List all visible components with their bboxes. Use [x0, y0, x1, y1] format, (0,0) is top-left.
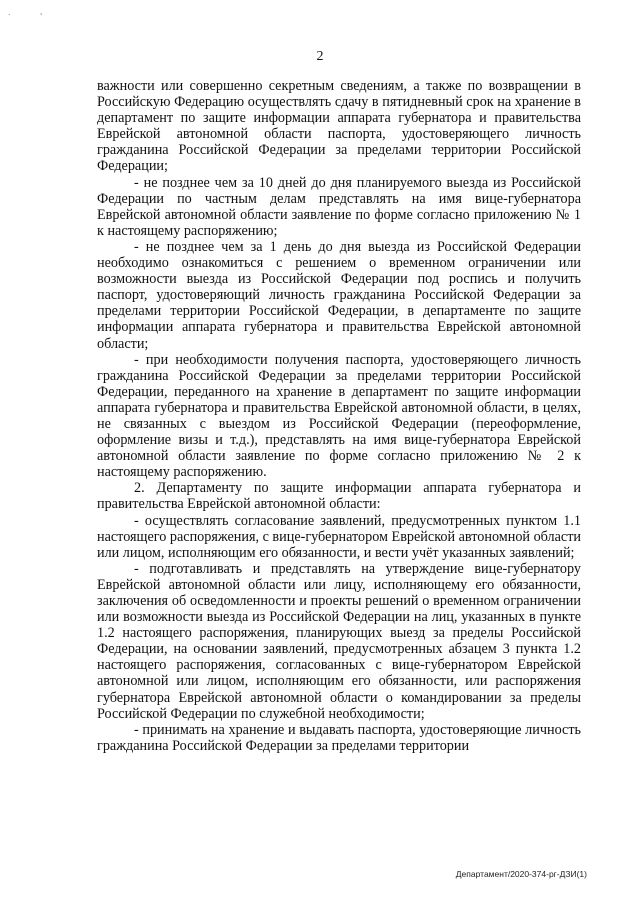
scan-speck: . [8, 8, 11, 17]
paragraph: - не позднее чем за 1 день до дня выезда из Российской Федерации необходимо ознакомиться с решением о временном ограничении или возможности выезда из Российской Федерации под роспись и получить паспорт, удостоверяющий личность гражданина Российской Федерации за пределами территории Российской Федерации, в департаменте по защите информации аппарата губернатора и правительства Еврейской автономной области; [97, 238, 581, 352]
paragraph: 2. Департаменту по защите информации аппарата губернатора и правительства Еврейской автономной области: [97, 480, 581, 513]
document-body [97, 78, 581, 754]
paragraph: - подготавливать и представлять на утверждение вице-губернатору Еврейской автономной области или лицу, исполняющему его обязанности, заключения об осведомленности и проекты решений о временном ограничении или возможности выезда из Российской Федерации на лиц, указанных в пункте 1.2 настоящего распоряжения, планирующих выезд за пределы Российской Федерации, на основании заявлений, предусмотренных абзацем 3 пункта 1.2 настоящего распоряжения, согласованных с вице-губернатором Еврейской автономной или лицом, исполняющим его обязанности, или распоряжения губернатора Еврейской автономной области о командировании за пределы Российской Федерации по служебной необходимости; [97, 560, 581, 722]
paragraph: - не позднее чем за 10 дней до дня планируемого выезда из Российской Федерации по частным делам представлять на имя вице-губернатора Еврейской автономной области заявление по форме согласно приложению № 1 к настоящему распоряжению; [97, 174, 581, 239]
paragraph: - принимать на хранение и выдавать паспорта, удостоверяющие личность гражданина Российской Федерации за пределами территории [97, 721, 581, 754]
page-number: 2 [316, 49, 324, 64]
paragraph: - при необходимости получения паспорта, удостоверяющего личность гражданина Российской Федерации за пределами территории Российской Федерации, переданного на хранение в департамент по защите информации аппарата губернатора и правительства Еврейской автономной области, в целях, не связанных с выездом из Российской Федерации (переоформление, оформление визы и т.д.), представлять на имя вице-губернатора Еврейской автономной области заявление по форме согласно приложению № 2 к настоящему распоряжению. [97, 351, 581, 481]
paragraph: важности или совершенно секретным сведениям, а также по возвращении в Российскую Федерацию осуществлять сдачу в пятидневный срок на хранение в департамент по защите информации аппарата губернатора и правительства Еврейской автономной области паспорта, удостоверяющего личность гражданина Российской Федерации за пределами территории Российской Федерации; [97, 78, 581, 175]
paragraph: - осуществлять согласование заявлений, предусмотренных пунктом 1.1 настоящего распоряжения, с вице-губернатором Еврейской автономной области или лицом, исполняющим его обязанности, и вести учёт указанных заявлений; [97, 512, 581, 561]
scan-speck: ' [40, 12, 43, 21]
document-registration-code: Департамент/2020-374-рг-ДЗИ(1) [455, 869, 587, 879]
